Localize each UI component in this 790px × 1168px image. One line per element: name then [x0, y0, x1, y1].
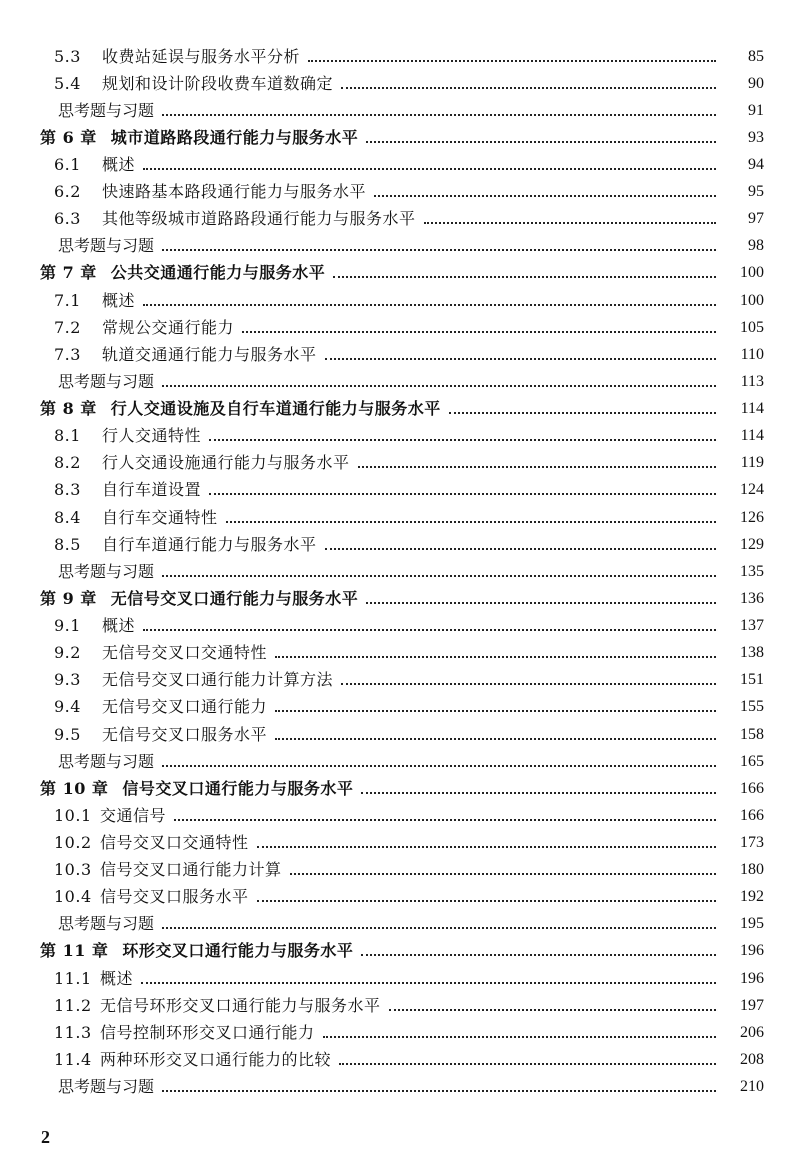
dot-leader: [424, 222, 716, 224]
toc-entry-label: [54, 618, 135, 634]
toc-entry-label: [58, 751, 155, 771]
toc-entry-number: 11.2: [54, 995, 92, 1015]
toc-entry-page: 166: [740, 779, 764, 797]
dot-leader: [341, 87, 716, 89]
dot-leader: [226, 521, 716, 523]
toc-section-entry[interactable]: [0, 640, 790, 667]
toc-section-entry[interactable]: [0, 829, 790, 856]
dot-leader: [366, 141, 716, 143]
toc-entry-title: 行人交通设施通行能力与服务水平: [102, 453, 350, 473]
toc-entry-title: 交通信号: [100, 805, 167, 825]
toc-entry-page: 126: [740, 508, 764, 526]
toc-section-entry[interactable]: [0, 341, 790, 368]
page-number: 2: [41, 1127, 50, 1147]
toc-section-entry[interactable]: [0, 179, 790, 206]
toc-entry-title: 自行车道通行能力与服务水平: [102, 534, 317, 554]
toc-entry-title: 思考题与习题: [58, 236, 155, 256]
toc-entry-page: 137: [740, 617, 764, 635]
toc-entry-number: 8.2: [54, 453, 81, 473]
toc-chapter-entry[interactable]: [0, 260, 790, 287]
toc-entry-number: 第 8 章: [40, 399, 97, 419]
toc-entry-page: 136: [740, 589, 764, 607]
toc-entry-label: [54, 290, 136, 310]
dot-leader: [143, 304, 716, 306]
toc-entry-page: 94: [748, 155, 764, 173]
toc-section-entry[interactable]: [0, 965, 790, 992]
toc-entry-label: [54, 46, 301, 66]
toc-section-entry[interactable]: [0, 450, 790, 477]
toc-entry-title: 思考题与习题: [58, 914, 155, 934]
toc-entry-label: [54, 211, 416, 227]
toc-section-entry[interactable]: [0, 504, 790, 531]
toc-entry-page: 196: [740, 969, 764, 987]
toc-entry-title: 常规公交通行能力: [102, 317, 235, 337]
toc-entry-label: [40, 943, 353, 959]
toc-entry-page: 165: [740, 752, 764, 770]
toc-section-entry[interactable]: [0, 857, 790, 884]
toc-entry-title: 思考题与习题: [58, 100, 155, 120]
toc-entry-page: 192: [740, 888, 764, 906]
toc-entry-number: 6.3: [54, 209, 81, 229]
toc-entry-page: 166: [740, 806, 764, 824]
toc-entry-number: 7.3: [54, 344, 81, 364]
toc-exercise-entry[interactable]: [0, 368, 790, 395]
toc-entry-title: 两种环形交叉口通行能力的比较: [100, 1049, 332, 1069]
toc-entry-title: 公共交通通行能力与服务水平: [110, 263, 326, 283]
toc-entry-label: [54, 699, 267, 715]
dot-leader: [162, 575, 716, 577]
toc-entry-label: [54, 1022, 315, 1042]
toc-entry-title: 自行车道设置: [102, 480, 202, 500]
dot-leader: [162, 927, 716, 929]
toc-exercise-entry[interactable]: [0, 1074, 790, 1101]
toc-entry-label: [54, 73, 334, 93]
toc-section-entry[interactable]: [0, 992, 790, 1019]
toc-entry-page: 114: [740, 400, 764, 418]
toc-entry-page: 85: [748, 47, 764, 65]
toc-entry-title: 信号交叉口交通特性: [100, 832, 249, 852]
toc-entry-page: 113: [740, 372, 764, 390]
toc-entry-number: 10.3: [54, 860, 92, 880]
toc-entry-label: [54, 184, 366, 200]
toc-chapter-entry[interactable]: [0, 775, 790, 802]
toc-entry-number: 5.3: [54, 46, 81, 66]
toc-entry-title: 无信号交叉口交通特性: [102, 643, 268, 663]
toc-entry-label: [54, 724, 268, 744]
toc-section-entry[interactable]: [0, 206, 790, 233]
toc-entry-title: 概述: [100, 968, 134, 988]
toc-entry-number: 11.4: [54, 1049, 92, 1069]
toc-entry-title: 信号交叉口服务水平: [100, 887, 249, 907]
toc-exercise-entry[interactable]: [0, 748, 790, 775]
toc-entry-page: 195: [740, 915, 764, 933]
toc-entry-label: [40, 778, 354, 798]
dot-leader: [275, 656, 716, 658]
toc-entry-title: 环形交叉口通行能力与服务水平: [122, 941, 354, 961]
toc-exercise-entry[interactable]: [0, 911, 790, 938]
dot-leader: [290, 873, 716, 875]
toc-entry-number: 10.4: [54, 887, 92, 907]
toc-exercise-entry[interactable]: [0, 97, 790, 124]
toc-entry-label: [54, 862, 282, 878]
toc-entry-title: 无信号交叉口服务水平: [102, 724, 268, 744]
toc-entry-label: [54, 832, 249, 852]
toc-section-entry[interactable]: [0, 1046, 790, 1073]
toc-entry-label: [54, 672, 333, 688]
toc-entry-title: 信号交叉口通行能力计算: [100, 860, 282, 880]
dot-leader: [323, 1036, 716, 1038]
toc-entry-title: 其他等级城市道路路段通行能力与服务水平: [102, 209, 416, 229]
toc-entry-page: 97: [748, 210, 764, 228]
toc-entry-title: 概述: [102, 616, 136, 636]
dot-leader: [209, 439, 716, 441]
toc-entry-page: 129: [740, 535, 764, 553]
toc-entry-number: 8.5: [54, 534, 81, 554]
dot-leader: [308, 60, 716, 62]
toc-entry-title: 规划和设计阶段收费车道数确定: [102, 73, 334, 93]
toc-entry-number: 8.3: [54, 480, 81, 500]
toc-entry-title: 无信号交叉口通行能力与服务水平: [110, 588, 359, 608]
toc-entry-label: [54, 995, 381, 1015]
toc-entry-label: [58, 916, 154, 932]
toc-entry-page: 110: [740, 345, 764, 363]
dot-leader: [143, 168, 716, 170]
toc-entry-page: 119: [740, 454, 764, 472]
toc-entry-number: 9.1: [54, 616, 81, 636]
toc-entry-title: 自行车交通特性: [102, 507, 218, 527]
toc-entry-label: [54, 889, 249, 905]
toc-entry-label: [54, 1049, 332, 1069]
toc-section-entry[interactable]: [0, 477, 790, 504]
toc-entry-page: 91: [748, 101, 764, 119]
toc-exercise-entry[interactable]: [0, 233, 790, 260]
toc-entry-label: [54, 482, 201, 498]
dot-leader: [162, 1090, 716, 1092]
toc-entry-number: 10.2: [54, 832, 92, 852]
toc-entry-page: 155: [740, 698, 764, 716]
toc-chapter-entry[interactable]: [0, 585, 790, 612]
dot-leader: [325, 358, 716, 360]
dot-leader: [333, 276, 716, 278]
toc-entry-title: 收费站延误与服务水平分析: [102, 46, 301, 66]
toc-section-entry[interactable]: [0, 613, 790, 640]
toc-entry-label: [54, 805, 167, 825]
toc-entry-page: 90: [748, 74, 764, 92]
dot-leader: [339, 1063, 716, 1065]
dot-leader: [162, 249, 716, 251]
toc-entry-page: 114: [740, 427, 764, 445]
dot-leader: [341, 683, 716, 685]
toc-chapter-entry[interactable]: [0, 938, 790, 965]
dot-leader: [162, 385, 716, 387]
dot-leader: [174, 819, 716, 821]
dot-leader: [361, 792, 716, 794]
dot-leader: [275, 738, 716, 740]
toc-entry-title: 概述: [102, 290, 136, 310]
toc-entry-page: 208: [740, 1050, 764, 1068]
toc-entry-label: [58, 238, 154, 254]
toc-entry-label: [54, 455, 350, 471]
toc-entry-number: 5.4: [54, 73, 81, 93]
toc-entry-label: [54, 317, 235, 337]
toc-entry-number: 第 9 章: [40, 588, 97, 608]
toc-entry-label: [40, 265, 325, 281]
toc-entry-number: 第 10 章: [40, 778, 109, 798]
toc-chapter-entry[interactable]: [0, 396, 790, 423]
toc-entry-number: 9.3: [54, 670, 81, 690]
dot-leader: [242, 331, 716, 333]
toc-section-entry[interactable]: [0, 667, 790, 694]
toc-section-entry[interactable]: [0, 721, 790, 748]
toc-section-entry[interactable]: [0, 70, 790, 97]
toc-section-entry[interactable]: [0, 287, 790, 314]
toc-entry-title: 思考题与习题: [58, 751, 155, 771]
toc-section-entry[interactable]: [0, 531, 790, 558]
toc-entry-page: 173: [740, 833, 764, 851]
dot-leader: [325, 548, 716, 550]
toc-entry-number: 6.1: [54, 154, 81, 174]
toc-entry-page: 138: [740, 644, 764, 662]
toc-entry-title: 思考题与习题: [58, 1077, 155, 1097]
toc-entry-label: [54, 645, 267, 661]
toc-entry-title: 无信号交叉口通行能力: [102, 697, 268, 717]
toc-exercise-entry[interactable]: [0, 558, 790, 585]
toc-entry-number: 9.2: [54, 643, 81, 663]
toc-entry-page: 105: [740, 318, 764, 336]
toc-entry-number: 9.4: [54, 697, 81, 717]
toc-entry-number: 10.1: [54, 805, 92, 825]
toc-entry-page: 100: [740, 264, 764, 282]
dot-leader: [257, 846, 716, 848]
dot-leader: [389, 1009, 716, 1011]
toc-entry-label: [54, 507, 218, 527]
toc-entry-title: 信号交叉口通行能力与服务水平: [122, 778, 354, 798]
dot-leader: [361, 954, 716, 956]
toc-entry-page: 95: [748, 183, 764, 201]
toc-entry-title: 无信号环形交叉口通行能力与服务水平: [100, 995, 381, 1015]
toc-entry-number: 第 7 章: [40, 263, 97, 283]
toc-entry-number: 11.3: [54, 1022, 92, 1042]
toc-entry-page: 158: [740, 725, 764, 743]
toc-entry-label: [40, 127, 359, 147]
toc-entry-title: 轨道交通通行能力与服务水平: [102, 344, 317, 364]
toc-entry-number: 6.2: [54, 182, 81, 202]
toc-entry-label: [58, 561, 155, 581]
toc-entry-label: [40, 588, 359, 608]
toc-entry-title: 无信号交叉口通行能力计算方法: [102, 670, 334, 690]
dot-leader: [257, 900, 716, 902]
toc-entry-label: [54, 968, 134, 988]
toc-entry-title: 思考题与习题: [58, 561, 155, 581]
toc-entry-number: 第 6 章: [40, 127, 97, 147]
dot-leader: [358, 466, 716, 468]
toc-entry-page: 180: [740, 861, 764, 879]
toc-entry-label: [58, 371, 155, 391]
toc-section-entry[interactable]: [0, 151, 790, 178]
toc-entry-number: 9.5: [54, 724, 81, 744]
toc-entry-number: 7.2: [54, 317, 81, 337]
toc-entry-number: 7.1: [54, 290, 81, 310]
toc-entry-page: 206: [740, 1023, 764, 1041]
toc-entry-title: 行人交通特性: [102, 426, 202, 446]
toc-entry-title: 概述: [102, 154, 136, 174]
toc-entry-title: 信号控制环形交叉口通行能力: [100, 1022, 315, 1042]
toc-entry-page: 100: [740, 291, 764, 309]
dot-leader: [374, 195, 716, 197]
dot-leader: [162, 765, 716, 767]
dot-leader: [366, 602, 716, 604]
dot-leader: [141, 982, 716, 984]
toc-entry-page: 135: [740, 562, 764, 580]
toc-entry-label: [40, 401, 441, 417]
toc-entry-label: [54, 154, 136, 174]
toc-entry-label: [54, 428, 201, 444]
toc-entry-label: [58, 100, 155, 120]
toc-entry-title: 思考题与习题: [58, 371, 155, 391]
toc-section-entry[interactable]: [0, 1019, 790, 1046]
toc-entry-label: [54, 534, 317, 554]
toc-entry-page: 124: [740, 481, 764, 499]
dot-leader: [162, 114, 716, 116]
dot-leader: [209, 493, 716, 495]
toc-entry-number: 8.4: [54, 507, 81, 527]
toc-entry-title: 城市道路路段通行能力与服务水平: [110, 127, 359, 147]
toc-section-entry[interactable]: [0, 43, 790, 70]
toc-entry-label: [54, 344, 317, 364]
toc-entry-title: 行人交通设施及自行车道通行能力与服务水平: [110, 399, 441, 419]
toc-section-entry[interactable]: [0, 802, 790, 829]
toc-section-entry[interactable]: [0, 884, 790, 911]
toc-entry-page: 151: [740, 671, 764, 689]
toc-section-entry[interactable]: [0, 314, 790, 341]
toc-entry-page: 93: [748, 128, 764, 146]
dot-leader: [275, 710, 716, 712]
toc-entry-title: 快速路基本路段通行能力与服务水平: [102, 182, 367, 202]
toc-entry-label: [58, 1079, 154, 1095]
toc-entry-page: 210: [740, 1078, 764, 1096]
toc-entry-page: 197: [740, 996, 764, 1014]
toc-entry-number: 第 11 章: [40, 941, 109, 961]
dot-leader: [449, 412, 716, 414]
toc-section-entry[interactable]: [0, 423, 790, 450]
dot-leader: [143, 629, 716, 631]
toc-entry-number: 11.1: [54, 968, 92, 988]
toc-entry-page: 196: [740, 942, 764, 960]
toc-entry-page: 98: [748, 237, 764, 255]
toc-entry-number: 8.1: [54, 426, 81, 446]
toc-chapter-entry[interactable]: [0, 124, 790, 151]
toc-section-entry[interactable]: [0, 694, 790, 721]
